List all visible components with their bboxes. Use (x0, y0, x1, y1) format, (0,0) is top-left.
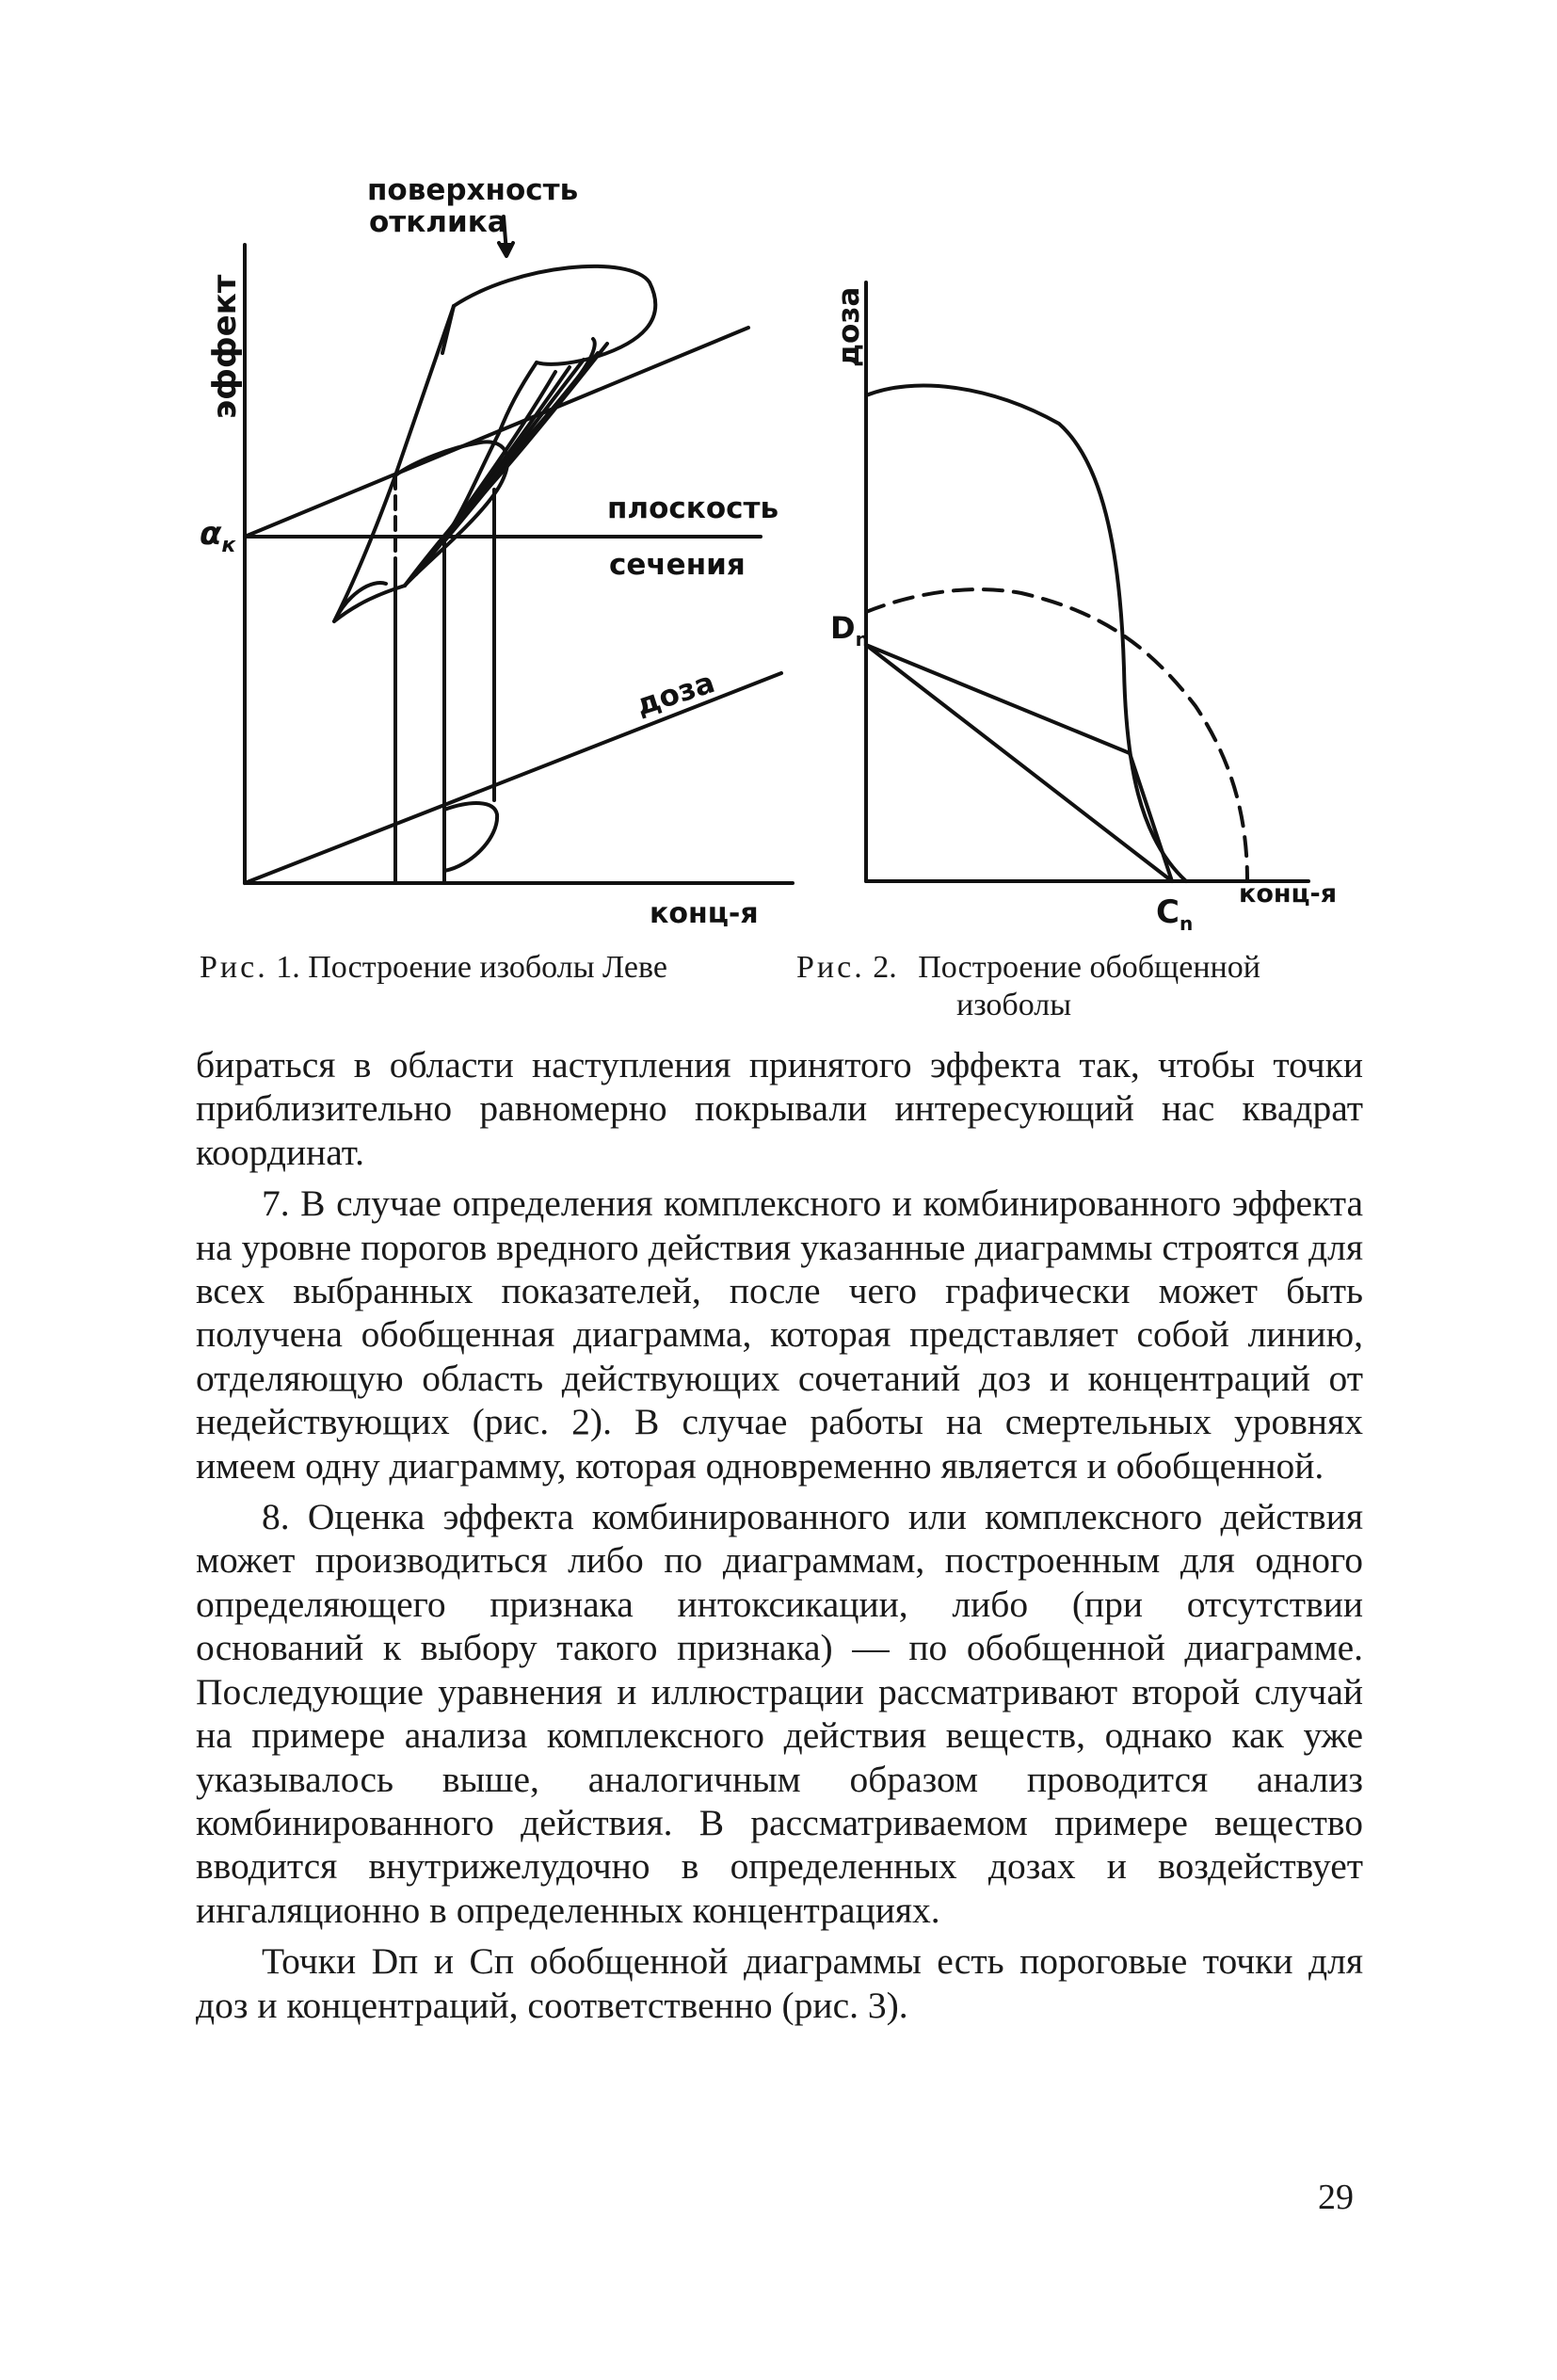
paragraph-item-8: 8. Оценка эффекта комбинированного или комплексного действия может производиться либо по диаграммам, построенным для одного определяющего признака интоксикации, либо (при отсутствии оснований к выбору такого признака) — по обобщенной диаграмме. Последующие уравнения и иллюстрации рассматривают второй случай на примере анализа комплексного действия веществ, однако как уже указывалось выше, аналогичным образом проводится анализ комбинированного действия. В рассматриваемом примере вещество вводится внутрижелудочно в определенных дозах и воздействует ингаляционно в определенных концентрациях. (196, 1496, 1363, 1931)
caption-prefix: Рис. (796, 950, 865, 985)
figure-1-lowe-isobole (169, 151, 828, 932)
label-response-surface-2: отклика (369, 205, 507, 239)
caption-number: 1. (276, 950, 300, 985)
label-dn: $D_n$ (830, 610, 869, 651)
label-cn: $C_n$ (1156, 893, 1194, 935)
isobole-projection (444, 803, 497, 871)
caption-text: Построение изоболы Леве (308, 950, 667, 985)
caption-text-line1: Построение обобщенной (918, 950, 1260, 985)
caption-number: 2. (873, 950, 897, 985)
label-concentration: конц-я (1239, 879, 1338, 909)
figure-2-caption (796, 949, 1361, 1024)
isobole-dashed-curve (866, 589, 1247, 881)
paragraph-continuation: бираться в области наступления принятого эффекта так, чтобы точки приблизительно равномерно покрывали интересующий нас квадрат координат. (196, 1044, 1363, 1173)
label-effect-axis: эффект (206, 274, 244, 419)
figure-2-generalized-isobole (819, 273, 1384, 951)
label-concentration: конц-я (650, 897, 759, 930)
label-dose: доза (632, 666, 719, 723)
label-section-plane-1: плоскость (607, 491, 779, 525)
body-text (196, 1043, 1363, 2027)
figure-1-caption (200, 949, 667, 987)
label-response-surface-1: поверхность (367, 173, 579, 207)
caption-text-line2: изоболы (956, 988, 1072, 1022)
caption-prefix: Рис. (200, 950, 268, 985)
label-dose-axis: доза (832, 286, 866, 367)
paragraph-threshold-points: Точки Dп и Cп обобщенной диаграммы есть пороговые точки для доз и концентраций, соответственно (рис. 3). (196, 1940, 1363, 2026)
response-surface-top (454, 266, 655, 364)
label-section-plane-2: сечения (609, 548, 746, 582)
intersection-lobe (395, 442, 507, 586)
isobole-solid-curve (866, 386, 1186, 881)
page-number: 29 (1318, 2178, 1354, 2217)
label-alpha-k: $\alpha_к$ (200, 515, 236, 557)
paragraph-item-7: 7. В случае определения комплексного и комбинированного эффекта на уровне порогов вредного действия указанные диаграммы строятся для всех выбранных показателей, после чего графически может быть получена обобщенная диаграмма, которая представляет собой линию, отделяющую область действующих сочетаний доз и концентраций от недействующих (рис. 2). В случае работы на смертельных уровнях имеем одну диаграмму, которая одновременно является и обобщенной. (196, 1182, 1363, 1487)
dose-axis-diagonal (245, 673, 781, 883)
